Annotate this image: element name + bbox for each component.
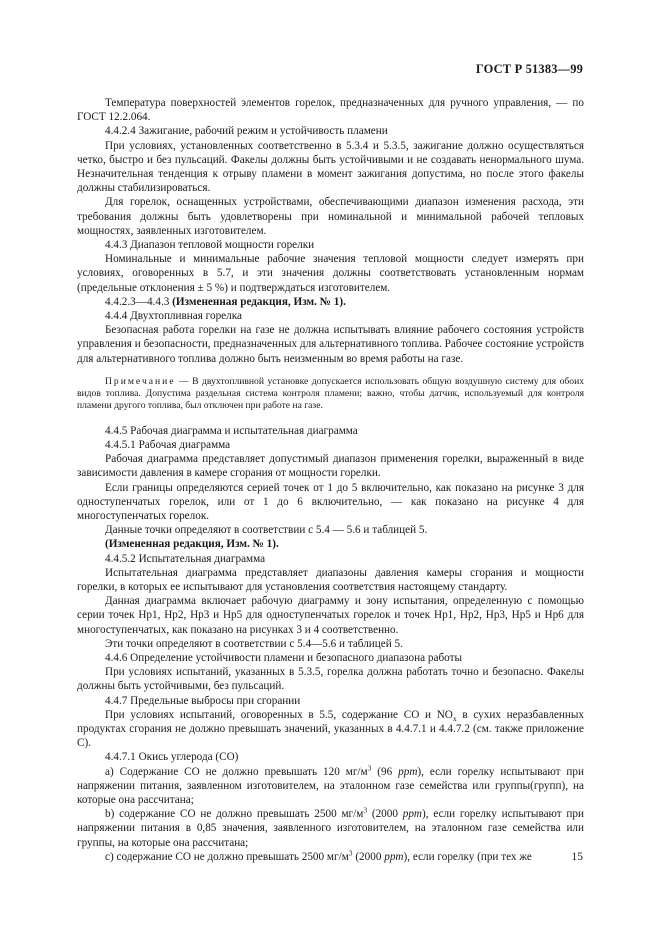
list-item: а) Содержание СО не должно превышать 120 $мг/м^3$ (96 ppm), если горелку испытывают при напряжении питания, заявленном изготовителем, на эталонном газе семейства или группы(групп), на которые она рассчитана; [77,762,584,807]
paragraph: Безопасная работа горелки на газе не должна испытывать влияние рабочего состояния устройств управления и безопасности, предназначенных для альтернативного топлива. Рабочее состояние устройств для альтернативного топлива должно быть неизменным во время работы на газе. [77,324,584,365]
note [77,376,584,413]
section-heading: 4.4.3 Диапазон тепловой мощности горелки [105,239,315,252]
paragraph: Если границы определяются серией точек от 1 до 5 включительно, как показано на рисунке 3 для одноступенчатых горелок, или от 1 до 6 включительно, — как показано на рисунке 4 для многоступенчатых горелок. [77,481,584,522]
section-heading: 4.4.7.1 Окись углерода (СО) [105,751,239,764]
amendment-line [77,295,584,309]
section-heading: 4.4.5.2 Испытательная диаграмма [105,552,266,565]
section-heading: 4.4.5.1 Рабочая диаграмма [105,438,231,451]
paragraph: Рабочая диаграмма представляет допустимый диапазон применения горелки, выраженный в виде зависимости давления в камере сгорания от мощности горелки. [77,453,584,480]
list-item: с) содержание СО не должно превышать 2500 $мг/м^3$ (2000 ppm), если горелку (при тех же [105,848,532,863]
section-heading: 4.4.5 Рабочая диаграмма и испытательная диаграмма [105,424,358,437]
section-heading: 4.4.4 Двухтопливная горелка [105,310,242,323]
document-header: ГОСТ Р 51383—99 [475,62,583,76]
paragraph: При условиях испытаний, оговоренных в 5.5, содержание СО и $NO_x$ в сухих неразбавленных продуктах сгорания не должно превышать значений, указанных в 4.4.7.1 и 4.4.7.2 (см. также приложение С). [77,708,584,750]
paragraph: Для горелок, оснащенных устройствами, обеспечивающими диапазон изменения расхода, эти требования должны быть удовлетворены при номинальной и минимальной рабочей тепловых мощностях, заявленных изготовителем. [77,196,584,237]
list-item: b) содержание СО не должно превышать 2500 $мг/м^3$ (2000 ppm), если горелку испытывают при напряжении питания в 0,85 значения, заявленного изготовителем, на эталонном газе семейства или группы, на которые она рассчитана; [77,805,584,849]
paragraph: Данная диаграмма включает рабочую диаграмму и зону испытания, определенную с помощью серии точек Нр1, Нр2, Нр3 и Нр5 для одноступенчатых горелок и точек Нр1, Нр2, Нр3, Нр5 и Нр6 для многоступенчатых, как показано на рисунках 3 и 4 соответственно. [77,595,584,636]
section-heading: 4.4.2.4 Зажигание, рабочий режим и устойчивость пламени [105,125,388,138]
note-text: — В двухтопливной установке допускается использовать общую воздушную систему для обоих видов топлива. Допустима раздельная система контроля пламени; важно, чтобы датчик, используемый для контроля пламени другого топлива, был отключен при работе на газе. [77,375,584,412]
paragraph: Эти точки определяют в соответствии с 5.4—5.6 и таблицей 5. [105,637,403,650]
amendment-range: 4.4.2.3—4.4.3 [105,295,173,308]
paragraph: Температура поверхностей элементов горелок, предназначенных для ручного управления, — по ГОСТ 12.2.064. [77,97,584,124]
note-label: Примечание [105,375,176,387]
page-number: 15 [571,851,583,863]
amendment-note: (Измененная редакция, Изм. № 1). [172,295,346,308]
paragraph: При условиях, установленных соответственно в 5.3.4 и 5.3.5, зажигание должно осуществляться четко, быстро и без пульсаций. Факелы должны быть устойчивыми и не создавать ненормального шума. Незначительная тенденция к отрыву пламени в момент зажигания допустима, но после этого факелы должны стабилизироваться. [77,139,584,195]
paragraph: При условиях испытаний, указанных в 5.3.5, горелка должна работать точно и безопасно. Факелы должны быть устойчивыми, без пульсаций. [77,666,584,693]
paragraph: Испытательная диаграмма представляет диапазоны давления камеры сгорания и мощности горелки, в которых ее испытывают для установления соответствия настоящему стандарту. [77,566,584,593]
paragraph: Данные точки определяют в соответствии с 5.4 — 5.6 и таблицей 5. [105,524,428,537]
section-heading: 4.4.7 Предельные выбросы при сгорании [105,694,301,707]
section-heading: 4.4.6 Определение устойчивости пламени и безопасного диапазона работы [105,652,462,664]
amendment-note: (Измененная редакция, Изм. № 1). [105,538,279,551]
paragraph: Номинальные и минимальные рабочие значения тепловой мощности следует измерять при условиях, оговоренных в 5.7, и эти значения должны соответствовать установленным нормам (предельные отклонения ± 5 %) и подтверждаться изготовителем. [77,253,584,294]
page-body [77,96,584,864]
